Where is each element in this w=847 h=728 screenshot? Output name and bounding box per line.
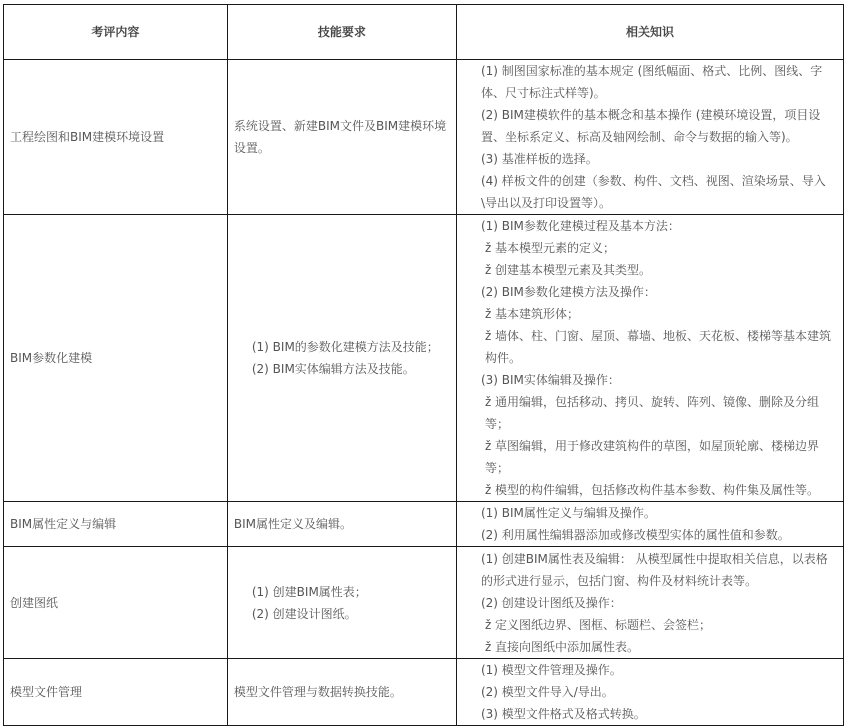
cell-knowledge xyxy=(456,215,843,502)
knowledge-item: (2) 模型文件导入/导出。 xyxy=(480,685,614,699)
knowledge-bullet: ž 模型的构件编辑，包括修改构件基本参数、构件集及属性等。 xyxy=(484,483,820,497)
knowledge-item: (2) BIM建模软件的基本概念和基本操作 (建模环境设置，项目设置、坐标系定义、标高及轴网绘制、命令与数据的输入等)。 xyxy=(480,108,821,144)
knowledge-bullet: ž 通用编辑，包括移动、拷贝、旋转、阵列、镜像、删除及分组等； xyxy=(484,395,820,431)
skill-item: (2) 创建设计图纸。 xyxy=(251,606,357,621)
knowledge-bullet: ž 直接向图纸中添加属性表。 xyxy=(484,639,640,654)
knowledge-item: (1) BIM属性定义与编辑及操作。 xyxy=(480,506,656,520)
knowledge-item: (3) BIM实体编辑及操作： xyxy=(480,373,620,387)
knowledge-item: (4) 样板文件的创建（参数、构件、文档、视图、渲染场景、导入\导出以及打印设置等）。 xyxy=(480,174,826,210)
table-row xyxy=(4,659,844,726)
knowledge-item: (2) 利用属性编辑器添加或修改模型实体的属性值和参数。 xyxy=(480,528,790,542)
knowledge-item: (2) BIM参数化建模方法及操作： xyxy=(480,285,656,299)
skill-item: 系统设置、新建BIM文件及BIM建模环境设置。 xyxy=(233,119,447,155)
skill-item: BIM属性定义及编辑。 xyxy=(233,517,352,531)
table-row xyxy=(4,502,844,547)
assessment-table xyxy=(3,4,844,726)
cell-knowledge xyxy=(456,547,843,659)
header-knowledge: 相关知识 xyxy=(456,5,843,60)
table-row xyxy=(4,547,844,659)
knowledge-bullet: ž 创建基本模型元素及其类型。 xyxy=(484,263,652,277)
knowledge-bullet: ž 墙体、柱、门窗、屋顶、幕墙、地板、天花板、楼梯等基本建筑构件。 xyxy=(484,329,832,365)
header-content: 考评内容 xyxy=(4,5,228,60)
knowledge-bullet: ž 基本建筑形体； xyxy=(484,307,580,321)
cell-skills xyxy=(227,659,456,726)
cell-content: BIM属性定义与编辑 xyxy=(4,502,228,547)
table-row xyxy=(4,215,844,502)
cell-skills xyxy=(227,215,456,502)
cell-content: 创建图纸 xyxy=(4,547,228,659)
knowledge-item: (1) 创建BIM属性表及编辑： 从模型属性中提取相关信息，以表格的形式进行显示，包括门窗、构件及材料统计表等。 xyxy=(480,551,828,588)
cell-knowledge xyxy=(456,659,843,726)
cell-skills xyxy=(227,60,456,215)
cell-skills xyxy=(227,547,456,659)
knowledge-item: (1) 制图国家标准的基本规定 (图纸幅面、格式、比例、图线、字体、尺寸标注式样等)。 xyxy=(480,64,823,100)
skill-item: (2) BIM实体编辑方法及技能。 xyxy=(251,362,415,376)
knowledge-item: (3) 基准样板的选择。 xyxy=(480,152,598,166)
cell-content: 模型文件管理 xyxy=(4,659,228,726)
skill-item: 模型文件管理与数据转换技能。 xyxy=(233,685,402,699)
knowledge-item: (2) 创建设计图纸及操作： xyxy=(480,595,622,610)
cell-knowledge xyxy=(456,60,843,215)
knowledge-item: (3) 模型文件格式及格式转换。 xyxy=(480,707,646,721)
skill-item: (1) BIM的参数化建模方法及技能； xyxy=(251,340,439,354)
knowledge-bullet: ž 定义图纸边界、图框、标题栏、会签栏； xyxy=(484,617,712,632)
knowledge-bullet: ž 草图编辑，用于修改建筑构件的草图，如屋顶轮廓、楼梯边界等； xyxy=(484,439,820,475)
cell-content: 工程绘图和BIM建模环境设置 xyxy=(4,60,228,215)
header-row xyxy=(4,5,844,60)
header-skills: 技能要求 xyxy=(227,5,456,60)
knowledge-item: (1) 模型文件管理及操作。 xyxy=(480,663,622,677)
cell-knowledge xyxy=(456,502,843,547)
table-row xyxy=(4,60,844,215)
knowledge-item: (1) BIM参数化建模过程及基本方法： xyxy=(480,219,680,233)
cell-content: BIM参数化建模 xyxy=(4,215,228,502)
skill-item: (1) 创建BIM属性表； xyxy=(251,584,367,599)
cell-skills xyxy=(227,502,456,547)
knowledge-bullet: ž 基本模型元素的定义； xyxy=(484,241,616,255)
